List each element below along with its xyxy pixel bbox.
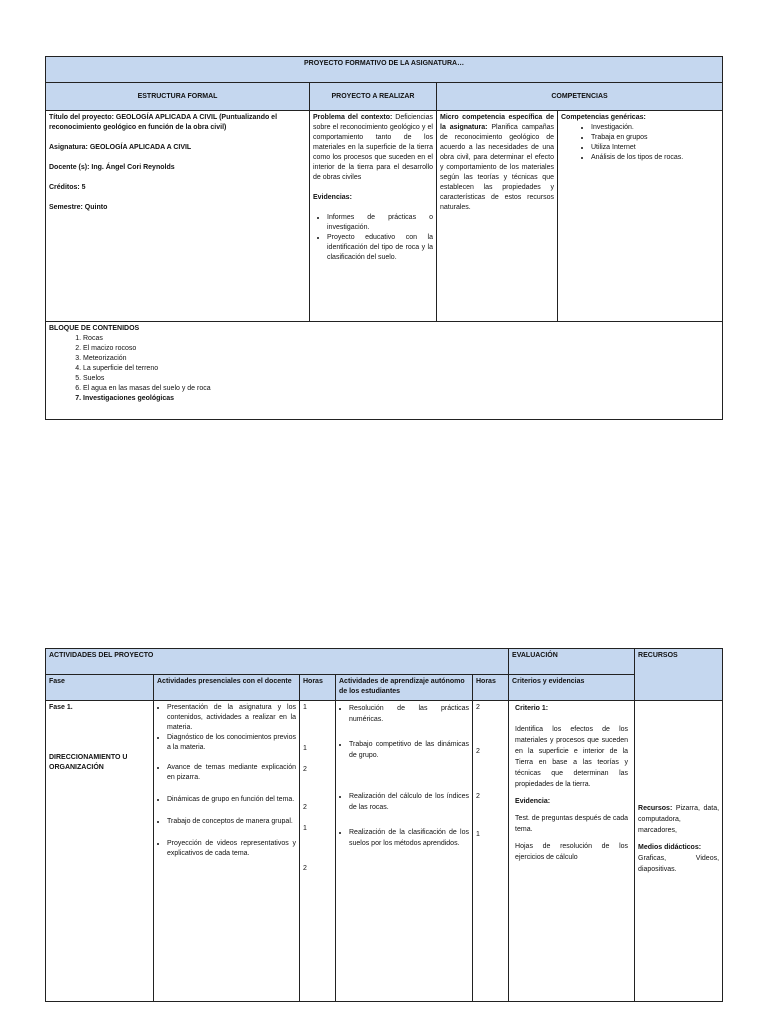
didactic-media-text: Graficas, Videos, diapositivas. [638,855,720,873]
hours-value: 1 [303,745,307,752]
criteria-cell [509,701,635,1002]
credits-field: Créditos: 5 [49,184,86,191]
list-item: • Informes de prácticas o investigación. [327,213,433,233]
micro-competence-label: Micro competencia específica de la asignatura: [440,114,554,131]
hours-value: 1 [303,704,307,711]
header-horas-presenciales: Horas [300,675,336,701]
generic-competences-list [561,123,719,163]
list-item: • Investigación. [591,123,719,133]
list-item: • Diagnóstico de los conocimientos previos a la materia. [167,733,296,753]
project-title-field: Título del proyecto: GEOLOGÍA APLICADA A CIVIL (Puntualizando el reconocimiento geológico en función de la obra civil) [49,114,278,131]
teacher-field: Docente (s): Ing. Ángel Cori Reynolds [49,164,175,171]
header-presenciales: Actividades presenciales con el docente [154,675,300,701]
hours-value: 2 [476,704,480,711]
list-item: • Realización de la clasificación de los suelos por los métodos aprendidos. [349,827,469,849]
hours-value: 2 [303,804,307,811]
header-estructura-formal: ESTRUCTURA FORMAL [46,83,310,111]
evaluation-title: EVALUACIÓN [509,649,635,675]
micro-competence-cell [437,111,558,322]
project-table [45,56,723,420]
semester-field: Semestre: Quinto [49,204,108,211]
evidence-list [313,213,433,263]
hours-value: 2 [303,865,307,872]
list-item: 1. Rocas [83,334,719,344]
header-proyecto: PROYECTO A REALIZAR [310,83,437,111]
hours-value: 1 [303,825,307,832]
header-horas-autonomo: Horas [473,675,509,701]
list-item: 2. El macizo rocoso [83,344,719,354]
content-block-cell [46,322,723,420]
list-item: • Realización del cálculo de los índices de las rocas. [349,791,469,813]
autonomous-activities-cell [336,701,473,1002]
header-criterios: Criterios y evidencias [509,675,635,701]
resources-text: Pizarra, data, computadora, marcadores, [638,805,720,834]
project-title: PROYECTO FORMATIVO DE LA ASIGNATURA… [46,57,723,83]
generic-competences-label: Competencias genéricas: [561,114,646,121]
hours-value: 2 [476,748,480,755]
evidence-text: Hojas de resolución de los ejercicios de cálculo [515,843,629,861]
list-item: • Trabajo de conceptos de manera grupal. [167,817,296,827]
hours-value: 2 [303,766,307,773]
resources-cell [635,701,723,1002]
list-item: • Proyecto educativo con la identificación del tipo de roca y la clasificación del suelo. [327,233,433,263]
content-list [49,334,719,404]
problem-text: Deficiencias sobre el reconocimiento geológico y el comportamiento tanto de los materiales en la superficie de la tierra como los procesos que suceden en el interior de la tierra para el desarrollo de obras civiles [313,114,434,181]
phase-number: Fase 1. [49,704,73,711]
list-item: • Avance de temas mediante explicación en pizarra. [167,763,296,783]
evidence-label: Evidencia: [515,798,551,805]
criterion-text: Identifica los efectos de los materiales y procesos que suceden en la superficie e interior de la Tierra en base a las teorías y técnicas que determinan las propiedades de la tierra. [515,726,629,788]
in-person-hours-cell [300,701,336,1002]
list-item: • Trabaja en grupos [591,133,719,143]
list-item: • Proyección de videos representativos y explicativos de cada tema. [167,839,296,859]
list-item: • Análisis de los tipos de rocas. [591,153,719,163]
micro-competence-text: Planifica campañas de reconocimiento geológico de acuerdo a las necesidades de una obra civil, para determinar el efecto y comportamiento de los materiales según las teorías y técnicas que establecen las propiedades y características de estos recursos naturales. [440,124,555,211]
phase-name: DIRECCIONAMIENTO U ORGANIZACIÓN [49,754,128,771]
list-item: 6. El agua en las masas del suelo y de roca [83,384,719,394]
list-item: 5. Suelos [83,374,719,384]
list-item: • Dinámicas de grupo en función del tema. [167,795,296,805]
list-item: • Presentación de la asignatura y los contenidos, actividades a realizar en la materia. [167,703,296,733]
activities-title: ACTIVIDADES DEL PROYECTO [46,649,509,675]
resources-title: RECURSOS [635,649,723,701]
in-person-activities-list [157,703,296,859]
activities-table [45,648,723,1002]
hours-value: 1 [476,831,480,838]
content-block-label: BLOQUE DE CONTENIDOS [49,325,140,332]
resources-label: Recursos: [638,805,673,812]
didactic-media-label: Medios didácticos: [638,844,702,851]
criterion-label: Criterio 1: [515,705,549,712]
autonomous-activities-list [339,703,469,849]
list-item: • Utiliza Internet [591,143,719,153]
header-autonomo: Actividades de aprendizaje autónomo de los estudiantes [336,675,473,701]
list-item: 4. La superficie del terreno [83,364,719,374]
list-item: 3. Meteorización [83,354,719,364]
list-item: • Resolución de las prácticas numéricas. [349,703,469,725]
subject-field: Asignatura: GEOLOGÍA APLICADA A CIVIL [49,144,192,151]
problem-label: Problema del contexto: [313,114,393,121]
in-person-activities-cell [154,701,300,1002]
list-item: 7. Investigaciones geológicas [83,394,719,404]
generic-competences-cell [558,111,723,322]
list-item: • Trabajo competitivo de las dinámicas de grupo. [349,739,469,761]
header-fase: Fase [46,675,154,701]
project-cell [310,111,437,322]
evidence-text: Test. de preguntas después de cada tema. [515,815,629,833]
autonomous-hours-cell [473,701,509,1002]
hours-value: 2 [476,793,480,800]
phase-cell [46,701,154,1002]
header-competencias: COMPETENCIAS [437,83,723,111]
evidence-label: Evidencias: [313,194,352,201]
formal-structure-cell [46,111,310,322]
